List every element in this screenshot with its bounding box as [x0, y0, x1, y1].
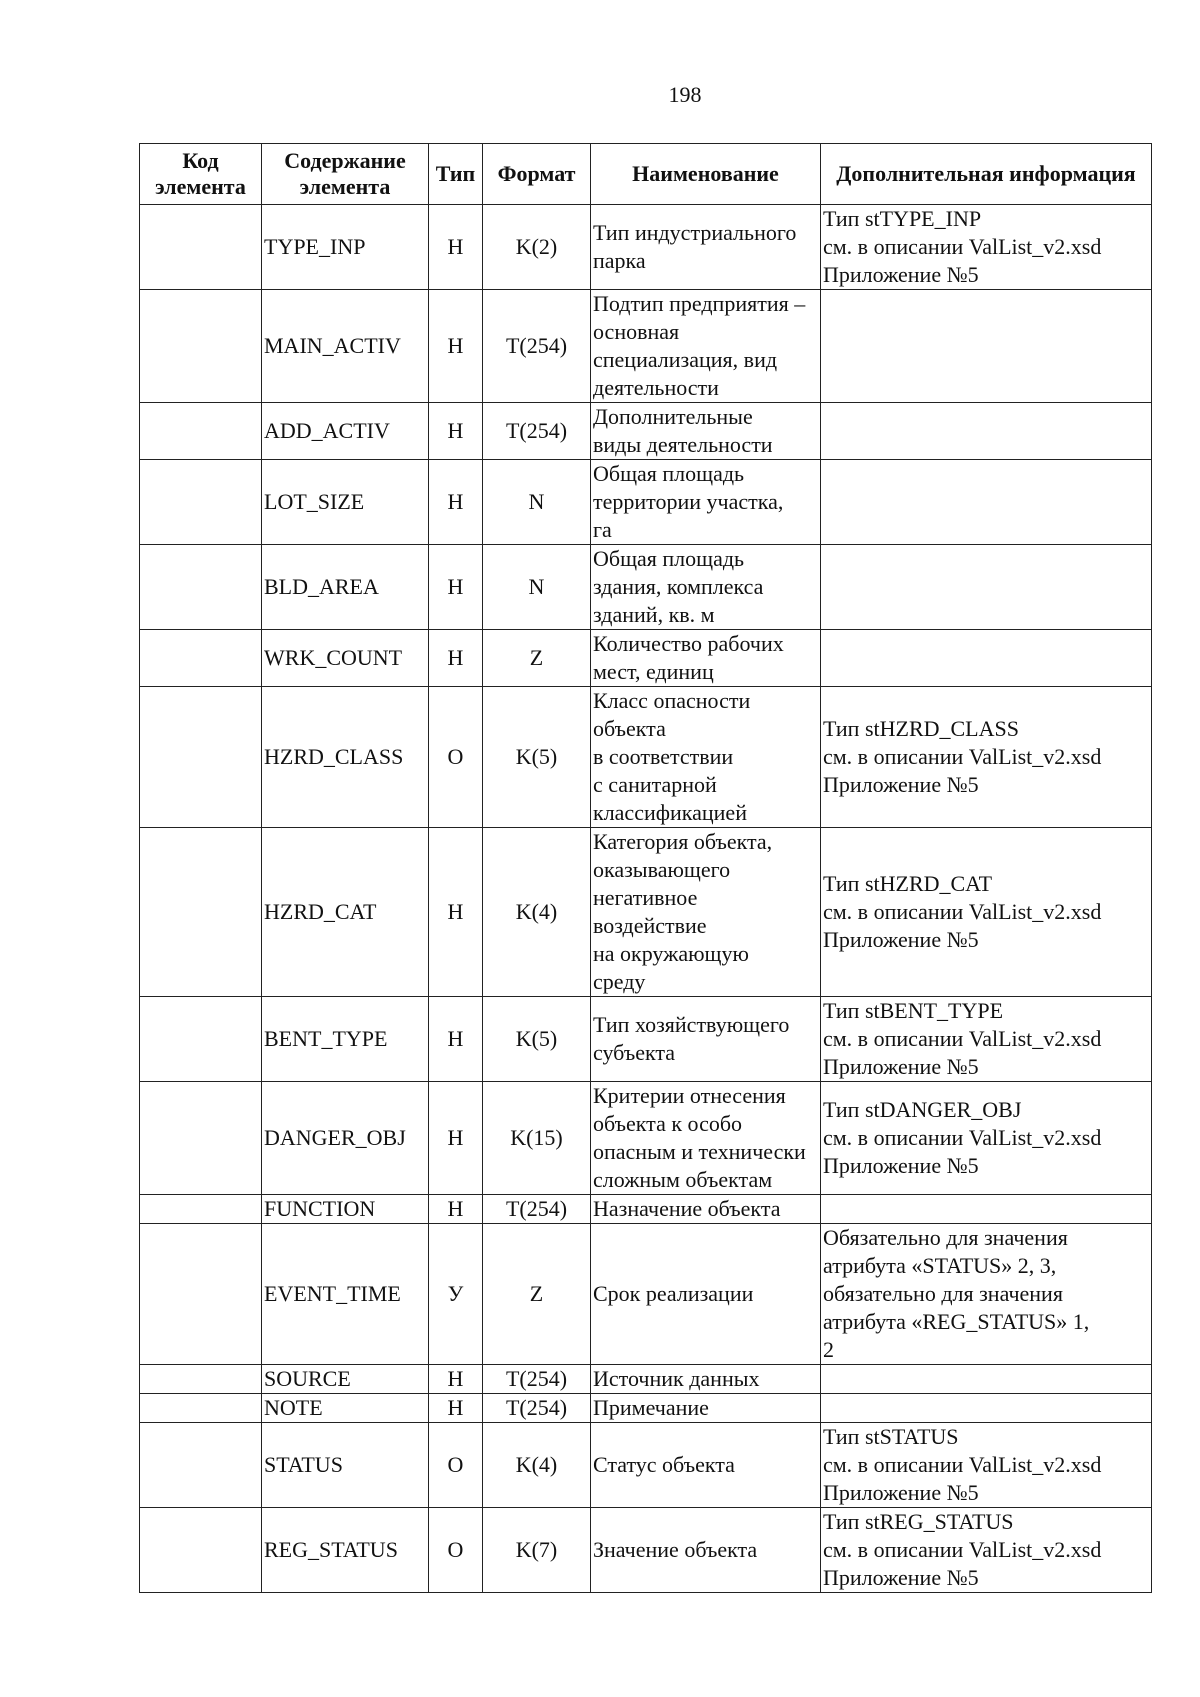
- element-name-cell: Назначение объекта: [591, 1195, 821, 1224]
- element-content-cell: STATUS: [262, 1423, 429, 1508]
- element-format-cell: N: [483, 460, 591, 545]
- element-type-cell: Н: [429, 545, 483, 630]
- table-header-row: [140, 144, 1152, 205]
- element-type-cell: Н: [429, 997, 483, 1082]
- element-info-cell: [821, 460, 1152, 545]
- element-code-cell: [140, 1365, 262, 1394]
- element-code-cell: [140, 1224, 262, 1365]
- table-row: [140, 205, 1152, 290]
- element-format-cell: K(4): [483, 1423, 591, 1508]
- element-name-cell: Тип хозяйствующего субъекта: [591, 997, 821, 1082]
- element-type-cell: Н: [429, 290, 483, 403]
- element-info-cell: Обязательно для значения атрибута «STATUS» 2, 3, обязательно для значения атрибута «REG_STATUS» 1, 2: [821, 1224, 1152, 1365]
- table-row: [140, 460, 1152, 545]
- element-format-cell: T(254): [483, 290, 591, 403]
- table-row: [140, 828, 1152, 997]
- element-content-cell: BLD_AREA: [262, 545, 429, 630]
- element-content-cell: WRK_COUNT: [262, 630, 429, 687]
- element-format-cell: K(15): [483, 1082, 591, 1195]
- element-info-cell: Тип stDANGER_OBJ см. в описании ValList_v2.xsd Приложение №5: [821, 1082, 1152, 1195]
- element-type-cell: Н: [429, 630, 483, 687]
- element-code-cell: [140, 1195, 262, 1224]
- element-content-cell: LOT_SIZE: [262, 460, 429, 545]
- element-content-cell: SOURCE: [262, 1365, 429, 1394]
- element-info-cell: Тип stSTATUS см. в описании ValList_v2.xsd Приложение №5: [821, 1423, 1152, 1508]
- element-format-cell: K(2): [483, 205, 591, 290]
- element-type-cell: Н: [429, 1394, 483, 1423]
- header-code: Код элемента: [140, 144, 262, 205]
- element-code-cell: [140, 997, 262, 1082]
- table-row: [140, 997, 1152, 1082]
- table-row: [140, 1195, 1152, 1224]
- element-info-cell: [821, 1195, 1152, 1224]
- element-format-cell: K(7): [483, 1508, 591, 1593]
- element-name-cell: Тип индустриального парка: [591, 205, 821, 290]
- element-format-cell: T(254): [483, 403, 591, 460]
- element-info-cell: Тип stHZRD_CLASS см. в описании ValList_v2.xsd Приложение №5: [821, 687, 1152, 828]
- element-type-cell: Н: [429, 403, 483, 460]
- element-name-cell: Источник данных: [591, 1365, 821, 1394]
- element-content-cell: MAIN_ACTIV: [262, 290, 429, 403]
- table-row: [140, 403, 1152, 460]
- element-content-cell: TYPE_INP: [262, 205, 429, 290]
- element-code-cell: [140, 1423, 262, 1508]
- element-name-cell: Статус объекта: [591, 1423, 821, 1508]
- element-content-cell: EVENT_TIME: [262, 1224, 429, 1365]
- element-format-cell: K(5): [483, 997, 591, 1082]
- element-type-cell: О: [429, 687, 483, 828]
- element-code-cell: [140, 403, 262, 460]
- element-type-cell: О: [429, 1508, 483, 1593]
- element-type-cell: Н: [429, 828, 483, 997]
- element-type-cell: Н: [429, 205, 483, 290]
- table-row: [140, 1423, 1152, 1508]
- element-info-cell: Тип stBENT_TYPE см. в описании ValList_v2.xsd Приложение №5: [821, 997, 1152, 1082]
- element-name-cell: Примечание: [591, 1394, 821, 1423]
- element-code-cell: [140, 1082, 262, 1195]
- element-format-cell: Z: [483, 630, 591, 687]
- element-type-cell: Н: [429, 1365, 483, 1394]
- table-row: [140, 545, 1152, 630]
- element-code-cell: [140, 290, 262, 403]
- element-content-cell: NOTE: [262, 1394, 429, 1423]
- element-info-cell: [821, 403, 1152, 460]
- element-type-cell: Н: [429, 1195, 483, 1224]
- element-format-cell: K(4): [483, 828, 591, 997]
- element-content-cell: BENT_TYPE: [262, 997, 429, 1082]
- element-format-cell: Z: [483, 1224, 591, 1365]
- element-type-cell: О: [429, 1423, 483, 1508]
- table-row: [140, 290, 1152, 403]
- element-code-cell: [140, 205, 262, 290]
- element-type-cell: Н: [429, 1082, 483, 1195]
- element-name-cell: Класс опасности объекта в соответствии с санитарной классификацией: [591, 687, 821, 828]
- element-name-cell: Дополнительные виды деятельности: [591, 403, 821, 460]
- element-table: [139, 143, 1152, 1593]
- table-row: [140, 1224, 1152, 1365]
- table-row: [140, 1394, 1152, 1423]
- element-format-cell: T(254): [483, 1394, 591, 1423]
- element-code-cell: [140, 828, 262, 997]
- header-format: Формат: [483, 144, 591, 205]
- element-info-cell: [821, 290, 1152, 403]
- element-name-cell: Значение объекта: [591, 1508, 821, 1593]
- element-format-cell: T(254): [483, 1195, 591, 1224]
- element-name-cell: Подтип предприятия – основная специализация, вид деятельности: [591, 290, 821, 403]
- element-info-cell: [821, 1365, 1152, 1394]
- header-type: Тип: [429, 144, 483, 205]
- table-body: [140, 205, 1152, 1593]
- element-code-cell: [140, 1394, 262, 1423]
- element-name-cell: Общая площадь здания, комплекса зданий, кв. м: [591, 545, 821, 630]
- element-name-cell: Критерии отнесения объекта к особо опасным и технически сложным объектам: [591, 1082, 821, 1195]
- element-type-cell: У: [429, 1224, 483, 1365]
- element-code-cell: [140, 687, 262, 828]
- element-format-cell: K(5): [483, 687, 591, 828]
- page-number: 198: [668, 82, 702, 107]
- table-row: [140, 1365, 1152, 1394]
- element-info-cell: [821, 1394, 1152, 1423]
- header-name: Наименование: [591, 144, 821, 205]
- element-info-cell: [821, 630, 1152, 687]
- table-row: [140, 1508, 1152, 1593]
- element-content-cell: REG_STATUS: [262, 1508, 429, 1593]
- element-code-cell: [140, 545, 262, 630]
- element-info-cell: Тип stREG_STATUS см. в описании ValList_v2.xsd Приложение №5: [821, 1508, 1152, 1593]
- element-info-cell: Тип stHZRD_CAT см. в описании ValList_v2.xsd Приложение №5: [821, 828, 1152, 997]
- element-content-cell: FUNCTION: [262, 1195, 429, 1224]
- table-row: [140, 630, 1152, 687]
- element-code-cell: [140, 460, 262, 545]
- element-name-cell: Категория объекта, оказывающего негативное воздействие на окружающую среду: [591, 828, 821, 997]
- element-content-cell: HZRD_CAT: [262, 828, 429, 997]
- table-row: [140, 1082, 1152, 1195]
- element-name-cell: Срок реализации: [591, 1224, 821, 1365]
- element-info-cell: Тип stTYPE_INP см. в описании ValList_v2.xsd Приложение №5: [821, 205, 1152, 290]
- element-code-cell: [140, 630, 262, 687]
- table-row: [140, 687, 1152, 828]
- element-type-cell: Н: [429, 460, 483, 545]
- element-format-cell: N: [483, 545, 591, 630]
- element-name-cell: Общая площадь территории участка, га: [591, 460, 821, 545]
- element-code-cell: [140, 1508, 262, 1593]
- element-content-cell: HZRD_CLASS: [262, 687, 429, 828]
- element-info-cell: [821, 545, 1152, 630]
- header-content: Содержание элемента: [262, 144, 429, 205]
- header-info: Дополнительная информация: [821, 144, 1152, 205]
- element-content-cell: ADD_ACTIV: [262, 403, 429, 460]
- element-content-cell: DANGER_OBJ: [262, 1082, 429, 1195]
- element-format-cell: T(254): [483, 1365, 591, 1394]
- element-name-cell: Количество рабочих мест, единиц: [591, 630, 821, 687]
